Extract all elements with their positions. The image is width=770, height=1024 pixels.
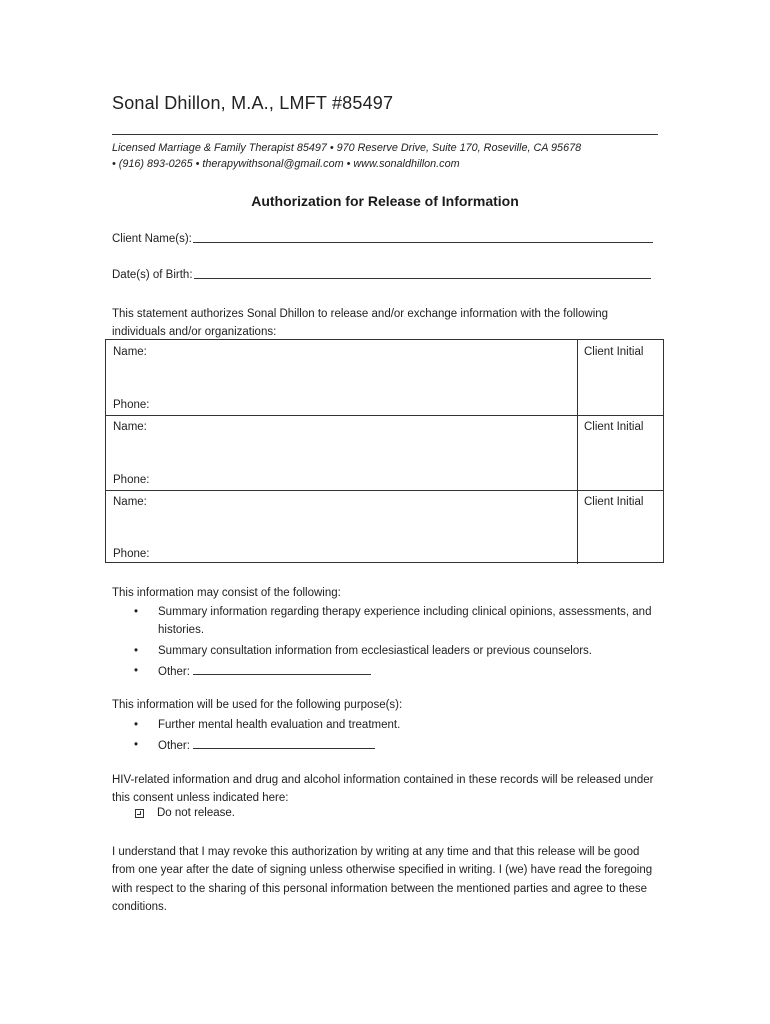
bullet-icon: • <box>134 719 139 731</box>
purpose-heading: This information will be used for the following purpose(s): <box>112 699 403 711</box>
bullet-icon: • <box>134 664 139 677</box>
hiv-paragraph: HIV-related information and drug and alcohol information contained in these records will be released under this consent unless indicated here: <box>112 774 654 805</box>
contact-row <box>106 490 663 564</box>
info-list <box>112 603 664 683</box>
client-initial-cell[interactable] <box>577 415 663 490</box>
contact-phone-label: Phone: <box>113 548 150 560</box>
list-item-text: Summary consultation information from ecclesiastical leaders or previous counselors. <box>158 644 592 657</box>
list-item <box>112 642 664 660</box>
list-item <box>112 603 664 640</box>
header-divider <box>112 134 658 135</box>
bullet-icon: • <box>134 606 139 618</box>
intro-paragraph: This statement authorizes Sonal Dhillon to release and/or exchange information with the following individuals and/or organizations: <box>112 308 609 339</box>
client-names-field[interactable] <box>112 233 653 245</box>
client-initial-cell[interactable] <box>577 490 663 564</box>
contact-name-label: Name: <box>113 496 147 508</box>
contact-row <box>106 340 663 416</box>
list-item <box>112 736 664 755</box>
list-item-text: Other: <box>158 665 190 678</box>
client-initial-label: Client Initial <box>584 346 644 358</box>
purpose-list <box>112 716 664 758</box>
purpose-other-blank[interactable] <box>193 736 375 749</box>
closing-paragraph: I understand that I may revoke this authorization by writing at any time and that this release will be good from one year after the date of signing unless otherwise specified in writing. I (we) have read the foregoing with respect to the sharing of this personal information between the mentioned parties and agree to these conditions. <box>112 846 653 913</box>
bullet-icon: • <box>134 644 139 657</box>
client-names-blank[interactable] <box>193 242 653 243</box>
header-address-line: Licensed Marriage & Family Therapist 85497 • 970 Reserve Drive, Suite 170, Roseville, CA 95678 <box>112 142 582 154</box>
document-title: Authorization for Release of Information <box>251 193 519 209</box>
client-initial-cell[interactable] <box>577 340 663 415</box>
date-of-birth-blank[interactable] <box>194 278 651 279</box>
list-item-text: Other: <box>158 740 190 753</box>
client-initial-label: Client Initial <box>584 421 644 433</box>
client-names-label: Client Name(s): <box>112 233 192 245</box>
list-item-text: Summary information regarding therapy experience including clinical opinions, assessments, and histories. <box>158 606 652 637</box>
do-not-release-option[interactable] <box>135 807 235 819</box>
list-item <box>112 662 664 681</box>
info-heading: This information may consist of the following: <box>112 587 341 599</box>
bullet-icon: • <box>134 739 139 752</box>
contact-phone-label: Phone: <box>113 399 150 411</box>
list-item-text: Further mental health evaluation and treatment. <box>158 719 401 731</box>
do-not-release-label: Do not release. <box>157 807 235 819</box>
client-initial-label: Client Initial <box>584 496 644 508</box>
contact-name-label: Name: <box>113 346 147 358</box>
list-item <box>112 716 664 734</box>
contacts-table <box>105 339 664 563</box>
contact-row <box>106 415 663 491</box>
contact-phone-label: Phone: <box>113 474 150 486</box>
checkbox-icon[interactable] <box>135 809 144 818</box>
info-other-blank[interactable] <box>193 662 371 675</box>
date-of-birth-label: Date(s) of Birth: <box>112 269 193 281</box>
contact-name-label: Name: <box>113 421 147 433</box>
header-contact-line: • (916) 893-0265 • therapywithsonal@gmail.com • www.sonaldhillon.com <box>112 158 460 170</box>
date-of-birth-field[interactable] <box>112 269 651 281</box>
practitioner-name: Sonal Dhillon, M.A., LMFT #85497 <box>112 93 394 113</box>
